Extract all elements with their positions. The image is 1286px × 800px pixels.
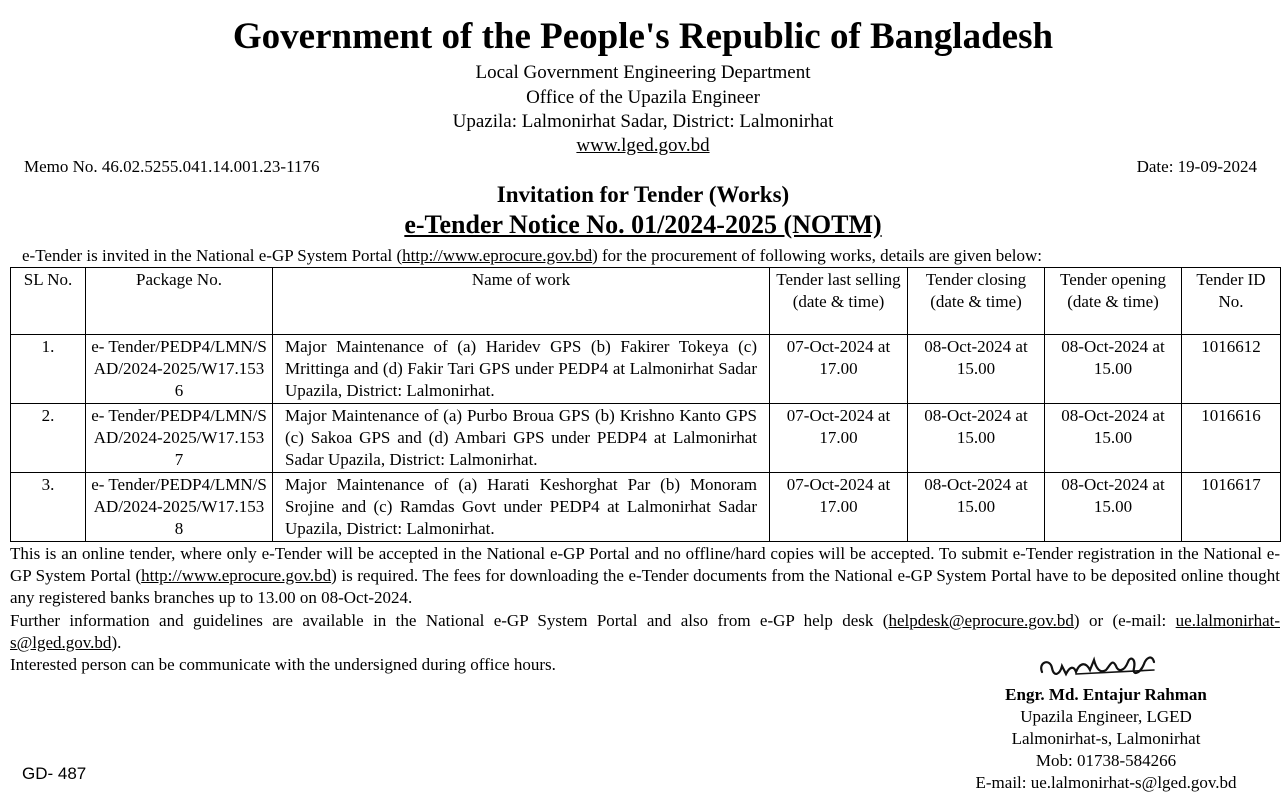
tender-table (10, 267, 1281, 542)
row-tender-id: 1016616 (1182, 404, 1281, 473)
memo-number: Memo No. 46.02.5255.041.14.001.23-1176 (24, 157, 320, 176)
table-row (11, 473, 1281, 542)
row-selling: 07-Oct-2024 at 17.00 (770, 335, 908, 404)
signature-image (1036, 648, 1166, 688)
row-closing: 08-Oct-2024 at 15.00 (908, 473, 1045, 542)
interested-person-paragraph: Interested person can be communicate with the undersigned during office hours. (10, 655, 556, 674)
eprocure-link[interactable]: http://www.eprocure.gov.bd (402, 246, 593, 265)
row-opening: 08-Oct-2024 at 15.00 (1045, 473, 1182, 542)
office-email-link[interactable]: ue.lalmonirhat-s@lged.gov.bd (10, 611, 1280, 652)
row-package: e- Tender/PEDP4/LMN/SAD/2024-2025/W17.1537 (86, 404, 273, 473)
p2-text-a: Further information and guidelines are available in the National e-GP System Portal and also from e-GP help desk ( (10, 611, 889, 630)
p2-text-c: ). (111, 633, 122, 652)
helpdesk-email-link[interactable]: helpdesk@eprocure.gov.bd (888, 611, 1074, 630)
row-package: e- Tender/PEDP4/LMN/SAD/2024-2025/W17.1536 (86, 335, 273, 404)
p1-text-a: This is an online tender, where only e-Tender will be accepted in the National e-GP Portal and no offline/hard copies will be accepted. To submit e-Tender registration in the National e-GP System Portal ( (10, 544, 1280, 585)
header-opening: Tender opening (date & time) (1045, 268, 1182, 335)
row-selling: 07-Oct-2024 at 17.00 (770, 404, 908, 473)
signatory-designation: Upazila Engineer, LGED (1020, 707, 1192, 726)
row-tender-id: 1016617 (1182, 473, 1281, 542)
row-tender-id: 1016612 (1182, 335, 1281, 404)
office-line: Office of the Upazila Engineer (526, 87, 760, 108)
table-header-row (11, 268, 1281, 335)
row-name: Major Maintenance of (a) Haridev GPS (b) Fakirer Tokeya (c) Mrittinga and (d) Fakir Tari GPS under PEDP4 at Lalmonirhat Sadar Upazila, District: Lalmonirhat. (273, 335, 770, 404)
notice-number-text: e-Tender Notice No. 01/2024-2025 (NOTM) (404, 210, 882, 239)
header-name: Name of work (273, 268, 770, 335)
invitation-title: Invitation for Tender (Works) (496, 182, 790, 207)
notice-number (0, 209, 1286, 241)
row-package: e- Tender/PEDP4/LMN/SAD/2024-2025/W17.1538 (86, 473, 273, 542)
row-name: Major Maintenance of (a) Harati Keshorghat Par (b) Monoram Srojine and (c) Ramdas Govt under PEDP4 at Lalmonirhat Sadar Upazila, District: Lalmonirhat. (273, 473, 770, 542)
header-package: Package No. (86, 268, 273, 335)
notice-date: Date: 19-09-2024 (1136, 157, 1257, 176)
table-row (11, 335, 1281, 404)
p2-text-b: ) or (e-mail: (1073, 611, 1176, 630)
row-opening: 08-Oct-2024 at 15.00 (1045, 404, 1182, 473)
intro-text (22, 246, 1042, 266)
header-sl: SL No. (11, 268, 86, 335)
row-sl: 2. (11, 404, 86, 473)
p1-text-b: ) is required. The fees for downloading the e-Tender documents from the National e-GP System Portal have to be deposited online thought any registered banks branches up to 13.00 on 08-Oct-2024. (10, 566, 1280, 607)
signatory-office: Lalmonirhat-s, Lalmonirhat (1011, 729, 1201, 748)
row-name: Major Maintenance of (a) Purbo Broua GPS (b) Krishno Kanto GPS (c) Sakoa GPS and (d) Ambari GPS under PEDP4 at Lalmonirhat Sadar Upazila, District: Lalmonirhat. (273, 404, 770, 473)
row-sl: 3. (11, 473, 86, 542)
intro-before: e-Tender is invited in the National e-GP System Portal ( (22, 246, 403, 265)
location-line: Upazila: Lalmonirhat Sadar, District: Lalmonirhat (452, 111, 834, 132)
signatory-email: E-mail: ue.lalmonirhat-s@lged.gov.bd (975, 773, 1237, 792)
website-link[interactable]: www.lged.gov.bd (576, 135, 710, 156)
header-id: Tender ID No. (1182, 268, 1281, 335)
department-line: Local Government Engineering Department (475, 62, 811, 83)
signature-block (900, 684, 1286, 794)
row-closing: 08-Oct-2024 at 15.00 (908, 404, 1045, 473)
row-selling: 07-Oct-2024 at 17.00 (770, 473, 908, 542)
gd-code: GD- 487 (22, 764, 87, 783)
signatory-mobile: Mob: 01738-584266 (1035, 751, 1177, 770)
website-line (0, 134, 1286, 158)
row-opening: 08-Oct-2024 at 15.00 (1045, 335, 1182, 404)
table-row (11, 404, 1281, 473)
online-tender-paragraph (10, 543, 1280, 609)
eprocure-link-2[interactable]: http://www.eprocure.gov.bd (141, 566, 332, 585)
header-closing: Tender closing (date & time) (908, 268, 1045, 335)
row-closing: 08-Oct-2024 at 15.00 (908, 335, 1045, 404)
signatory-name: Engr. Md. Entajur Rahman (1005, 685, 1207, 704)
header-selling: Tender last selling (date & time) (770, 268, 908, 335)
intro-after: ) for the procurement of following works, details are given below: (592, 246, 1042, 265)
government-title: Government of the People's Republic of Bangladesh (232, 16, 1054, 57)
row-sl: 1. (11, 335, 86, 404)
